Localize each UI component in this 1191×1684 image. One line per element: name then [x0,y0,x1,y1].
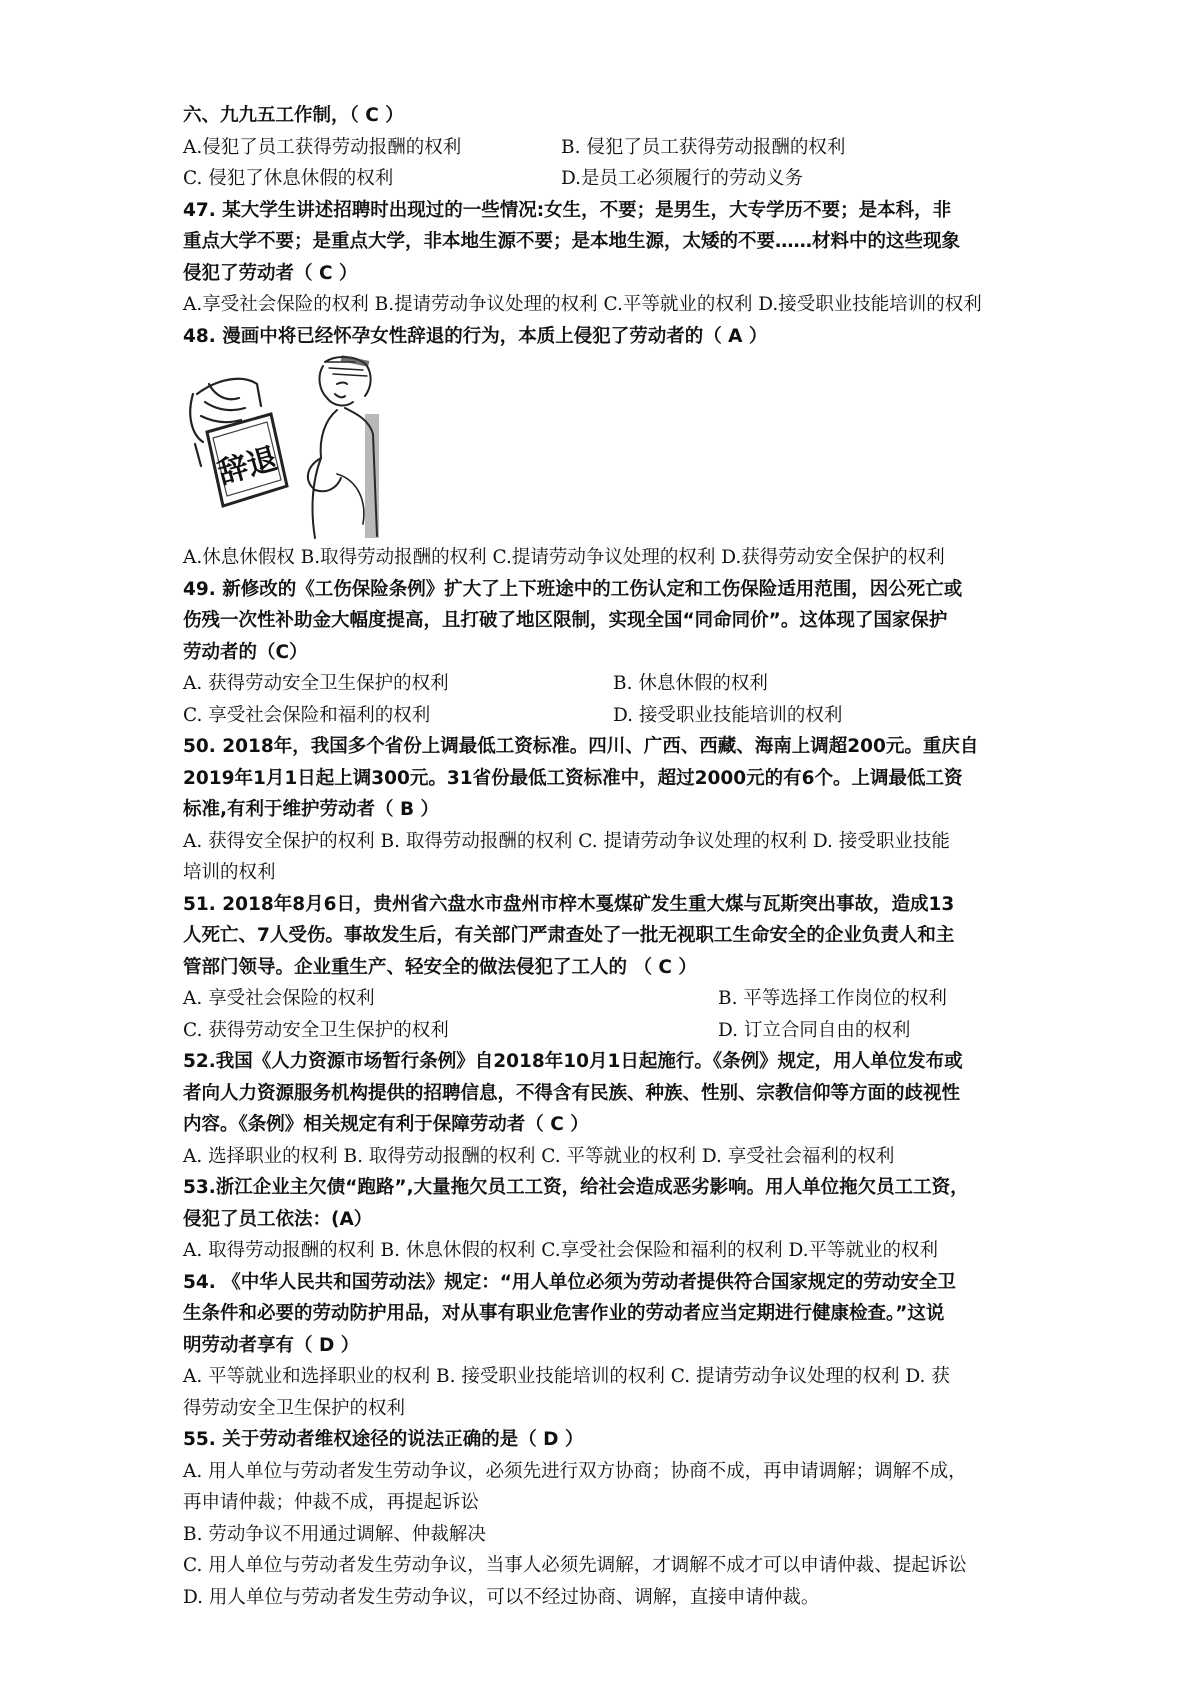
question-stem-line: 人死亡、7人受伤。事故发生后，有关部门严肃查处了一批无视职工生命安全的企业负责人和主 [183,925,955,946]
option-a: A. 获得劳动安全卫生保护的权利 [183,673,449,694]
question-stem-line: 重点大学不要；是重点大学，非本地生源不要；是本地生源，太矮的不要……材料中的这些现象 [183,231,961,252]
question-51 [183,889,1078,1047]
question-stem-line: 50. 2018年，我国多个省份上调最低工资标准。四川、广西、西藏、海南上调超200元。重庆自 [183,736,979,757]
question-stem: 六、九九五工作制，（ C ） [183,105,404,126]
options-line: A. 平等就业和选择职业的权利 B. 接受职业技能培训的权利 C. 提请劳动争议处理的权利 D. 获 [183,1366,950,1387]
option-row [183,983,1078,1015]
option-d: D. 用人单位与劳动者发生劳动争议，可以不经过协商、调解，直接申请仲裁。 [183,1586,820,1608]
option-c: C. 获得劳动安全卫生保护的权利 [183,1019,449,1041]
options-line: 得劳动安全卫生保护的权利 [183,1397,406,1419]
option-row [183,163,1078,195]
question-stem-line: 51. 2018年8月6日，贵州省六盘水市盘州市梓木戛煤矿发生重大煤与瓦斯突出事故，造成13 [183,893,955,915]
cartoon-image [183,352,1078,542]
option-a: A.侵犯了员工获得劳动报酬的权利 [183,136,462,158]
question-55 [183,1424,1078,1613]
question-stem-line: 2019年1月1日起上调300元。31省份最低工资标准中，超过2000元的有6个。上调最低工资 [183,767,963,789]
question-46 [183,100,1078,195]
question-stem-line: 者向人力资源服务机构提供的招聘信息，不得含有民族、种族、性别、宗教信仰等方面的歧视性 [183,1082,961,1104]
option-a-line: A. 用人单位与劳动者发生劳动争议，必须先进行双方协商；协商不成，再申请调解；调解不成， [183,1460,967,1482]
question-48 [183,321,1078,574]
option-a-line: 再申请仲裁；仲裁不成，再提起诉讼 [183,1492,480,1513]
question-stem-line: 生条件和必要的劳动防护用品，对从事有职业危害作业的劳动者应当定期进行健康检查。”这说 [183,1303,945,1324]
option-d: D. 接受职业技能培训的权利 [613,704,843,726]
question-stem: 55. 关于劳动者维权途径的说法正确的是（ D ） [183,1429,584,1450]
cartoon-sign-text: 辞退 [214,441,282,492]
question-49 [183,574,1078,732]
question-stem-line: 54. 《中华人民共和国劳动法》规定：“用人单位必须为劳动者提供符合国家规定的劳动安全卫 [183,1271,956,1293]
question-stem-line: 明劳动者享有（ D ） [183,1334,360,1356]
option-row [183,132,1078,164]
option-row [183,668,1078,700]
question-stem-line: 内容。《条例》相关规定有利于保障劳动者（ C ） [183,1114,589,1135]
option-c: C. 用人单位与劳动者发生劳动争议，当事人必须先调解，才调解不成才可以申请仲裁、提起诉讼 [183,1555,967,1576]
question-stem-line: 47. 某大学生讲述招聘时出现过的一些情况:女生，不要；是男生，大专学历不要；是本科，非 [183,199,952,221]
question-stem-line: 侵犯了劳动者（ C ） [183,262,358,284]
option-d: D.是员工必须履行的劳动义务 [561,168,804,189]
question-stem-line: 侵犯了员工依法：(A） [183,1208,373,1230]
question-stem-line: 52.我国《人力资源市场暂行条例》自2018年10月1日起施行。《条例》规定，用人单位发布或 [183,1051,963,1072]
question-stem-line: 劳动者的（C） [183,641,308,663]
question-50 [183,731,1078,889]
question-stem-line: 53.浙江企业主欠债“跑路”,大量拖欠员工工资，给社会造成恶劣影响。用人单位拖欠员工工资， [183,1177,969,1198]
options-line: A. 获得安全保护的权利 B. 取得劳动报酬的权利 C. 提请劳动争议处理的权利 D. 接受职业技能 [183,830,950,852]
option-a: A. 享受社会保险的权利 [183,988,375,1009]
options-line: A. 取得劳动报酬的权利 B. 休息休假的权利 C.享受社会保险和福利的权利 D.平等就业的权利 [183,1240,939,1261]
question-stem-line: 标准,有利于维护劳动者（ B ） [183,799,440,820]
options-line: A.休息休假权 B.取得劳动报酬的权利 C.提请劳动争议处理的权利 D.获得劳动安全保护的权利 [183,547,945,568]
question-stem-line: 49. 新修改的《工伤保险条例》扩大了上下班途中的工伤认定和工伤保险适用范围，因公死亡或 [183,578,963,600]
option-d: D. 订立合同自由的权利 [718,1019,911,1041]
option-b: B. 劳动争议不用通过调解、仲裁解决 [183,1523,486,1545]
options-line: 培训的权利 [183,862,276,883]
option-b: B. 平等选择工作岗位的权利 [718,988,947,1009]
option-b: B. 侵犯了员工获得劳动报酬的权利 [561,136,846,158]
question-47 [183,195,1078,321]
options-line: A.享受社会保险的权利 B.提请劳动争议处理的权利 C.平等就业的权利 D.接受职业技能培训的权利 [183,294,982,315]
option-b: B. 休息休假的权利 [613,673,768,694]
options-line: A. 选择职业的权利 B. 取得劳动报酬的权利 C. 平等就业的权利 D. 享受社会福利的权利 [183,1145,895,1167]
question-52 [183,1046,1078,1172]
option-c: C. 侵犯了休息休假的权利 [183,168,394,189]
question-stem-line: 伤残一次性补助金大幅度提高，且打破了地区限制，实现全国“同命同价”。这体现了国家保护 [183,610,948,631]
question-54 [183,1267,1078,1425]
cartoon-dismissal-illustration [187,354,387,540]
option-c: C. 享受社会保险和福利的权利 [183,704,431,726]
question-53 [183,1172,1078,1267]
question-stem-line: 管部门领导。企业重生产、轻安全的做法侵犯了工人的 （ C ） [183,956,697,978]
option-row [183,1015,1078,1047]
question-stem: 48. 漫画中将已经怀孕女性辞退的行为，本质上侵犯了劳动者的（ A ） [183,325,768,347]
exam-page [183,100,1078,1613]
option-row [183,700,1078,732]
